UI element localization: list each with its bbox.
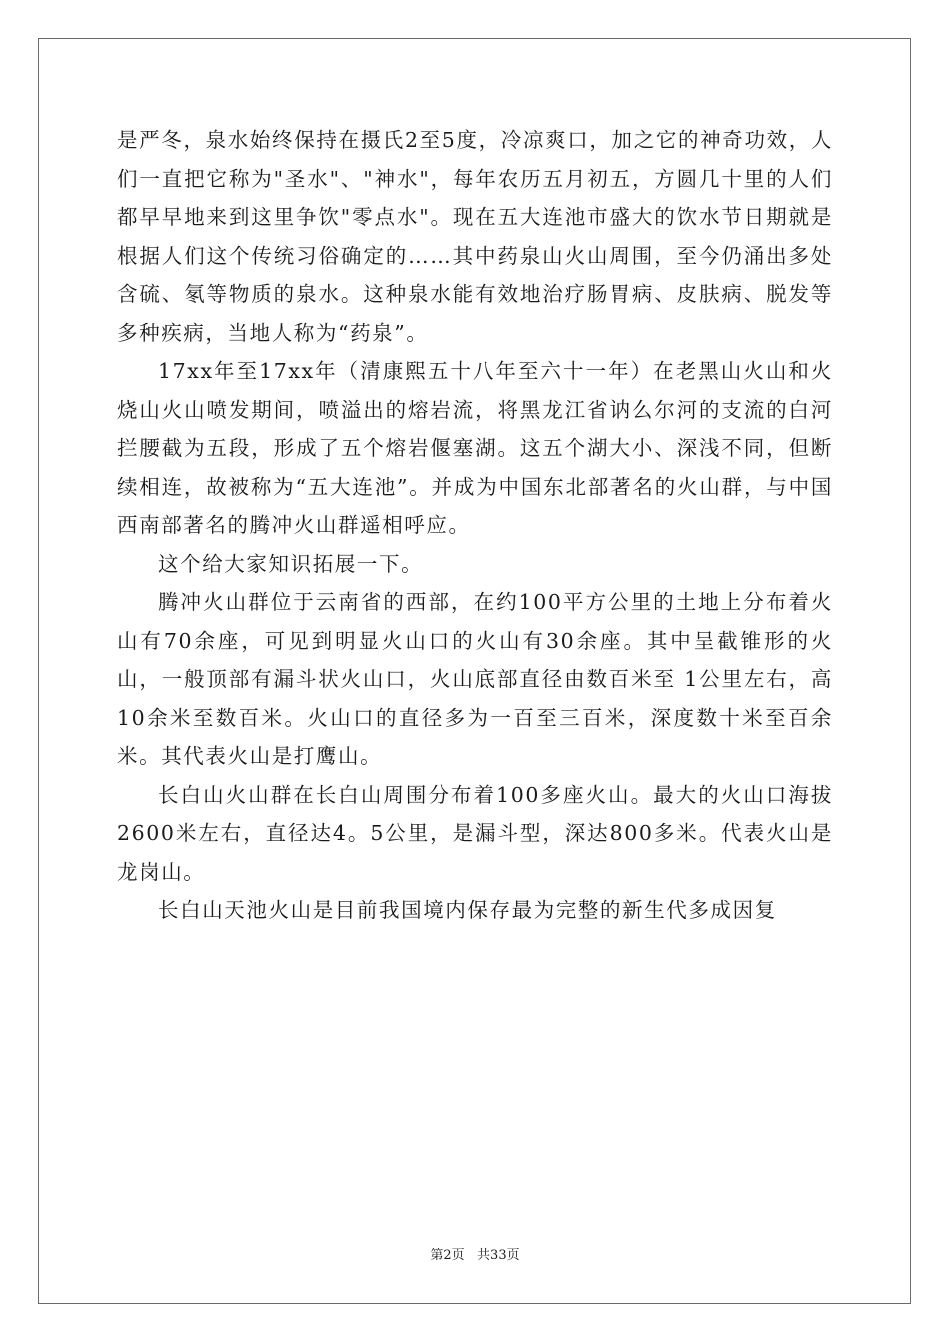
paragraph-knowledge-extension: 这个给大家知识拓展一下。 (158, 551, 424, 576)
paragraph-tianchi-volcano: 长白山天池火山是目前我国境内保存最为完整的新生代多成因复 (158, 898, 777, 922)
page-number-footer: 第2页 共33页 (430, 1248, 520, 1263)
paragraph-tengchong-volcanoes: 腾冲火山群位于云南省的西部，在约100平方公里的土地上分布着火山有70余座，可见到明显火山口的火山有30余座。其中呈截锥形的火山，一般顶部有漏斗状火山口，火山底部直径由数百米至 1公里左右，高10余米至数百米。火山口的直径多为一百至三百米，深度数十米至百余米。其代表火山是打鹰山。 (117, 590, 833, 768)
document-body (117, 121, 833, 930)
paragraph-wudalianchi-history: 17xx年至17xx年（清康熙五十八年至六十一年）在老黑山火山和火烧山火山喷发期间，喷溢出的熔岩流，将黑龙江省讷么尔河的支流的白河拦腰截为五段，形成了五个熔岩偃塞湖。这五个湖大小、深浅不同，但断续相连，故被称为“五大连池”。并成为中国东北部著名的火山群，与中国西南部著名的腾冲火山群遥相呼应。 (117, 359, 833, 537)
paragraph-changbaishan-volcanoes: 长白山火山群在长白山周围分布着100多座火山。最大的火山口海拔2600米左右，直径达4。5公里，是漏斗型，深达800多米。代表火山是龙岗山。 (117, 782, 833, 884)
paragraph-continuation: 是严冬，泉水始终保持在摄氏2至5度，冷凉爽口，加之它的神奇功效，人们一直把它称为"圣水"、"神水"，每年农历五月初五，方圆几十里的人们都早早地来到这里争饮"零点水"。现在五大连池市盛大的饮水节日期就是根据人们这个传统习俗确定的……其中药泉山火山周围，至今仍涌出多处含硫、氡等物质的泉水。这种泉水能有效地治疗肠胃病、皮肤病、脱发等多种疾病，当地人称为“药泉”。 (117, 128, 833, 345)
